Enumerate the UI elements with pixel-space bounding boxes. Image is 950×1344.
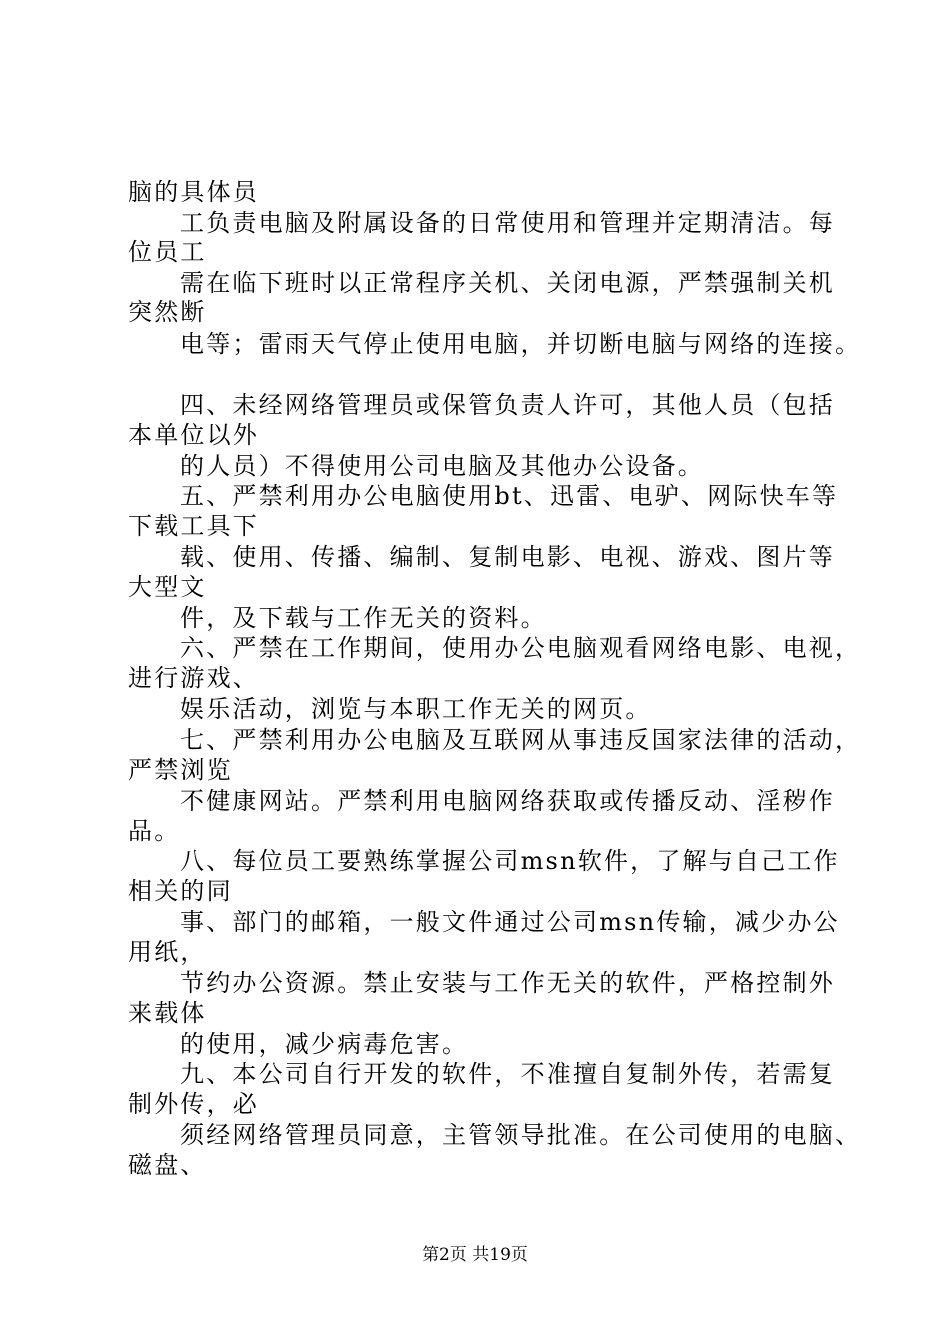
body-line: 九、本公司自行开发的软件，不准擅自复制外传，若需复 — [180, 1060, 835, 1088]
page-number-footer: 第2页 共19页 — [422, 1245, 528, 1265]
body-line: 用纸， — [128, 938, 207, 966]
body-line: 相关的同 — [128, 877, 233, 905]
body-line: 的人员）不得使用公司电脑及其他办公设备。 — [180, 452, 704, 480]
body-line: 突然断 — [128, 298, 207, 326]
body-line: 件，及下载与工作无关的资料。 — [180, 604, 547, 632]
body-line: 不健康网站。严禁利用电脑网络获取或传播反动、淫秽作 — [180, 787, 835, 815]
body-line: 本单位以外 — [128, 421, 259, 449]
body-line: 位员工 — [128, 238, 207, 266]
body-line: 七、严禁利用办公电脑及互联网从事违反国家法律的活动， — [180, 726, 862, 754]
body-line: 五、严禁利用办公电脑使用bt、迅雷、电驴、网际快车等 — [180, 482, 839, 510]
body-line: 六、严禁在工作期间，使用办公电脑观看网络电影、电视， — [180, 634, 862, 662]
body-line: 大型文 — [128, 573, 207, 601]
body-line: 工负责电脑及附属设备的日常使用和管理并定期清洁。每 — [180, 209, 835, 237]
body-line: 需在临下班时以正常程序关机、关闭电源，严禁强制关机 — [180, 269, 835, 297]
body-line: 来载体 — [128, 999, 207, 1027]
body-line: 娱乐活动，浏览与本职工作无关的网页。 — [180, 695, 652, 723]
body-line: 进行游戏、 — [128, 664, 259, 692]
body-line: 制外传，必 — [128, 1090, 259, 1118]
body-line: 脑的具体员 — [128, 178, 259, 206]
body-line: 下载工具下 — [128, 512, 259, 540]
body-line: 严禁浏览 — [128, 756, 233, 784]
body-line: 八、每位员工要熟练掌握公司msn软件，了解与自己工作 — [180, 847, 840, 875]
body-line: 四、未经网络管理员或保管负责人许可，其他人员（包括 — [180, 391, 835, 419]
body-line: 电等；雷雨天气停止使用电脑，并切断电脑与网络的连接。 — [180, 330, 862, 358]
body-line: 磁盘、 — [128, 1151, 207, 1179]
body-line: 载、使用、传播、编制、复制电影、电视、游戏、图片等 — [180, 543, 835, 571]
body-line: 事、部门的邮箱，一般文件通过公司msn传输，减少办公 — [180, 908, 840, 936]
body-line: 的使用，减少病毒危害。 — [180, 1030, 469, 1058]
body-line: 品。 — [128, 817, 181, 845]
body-line: 须经网络管理员同意，主管领导批准。在公司使用的电脑、 — [180, 1121, 862, 1149]
body-line: 节约办公资源。禁止安装与工作无关的软件，严格控制外 — [180, 969, 835, 997]
